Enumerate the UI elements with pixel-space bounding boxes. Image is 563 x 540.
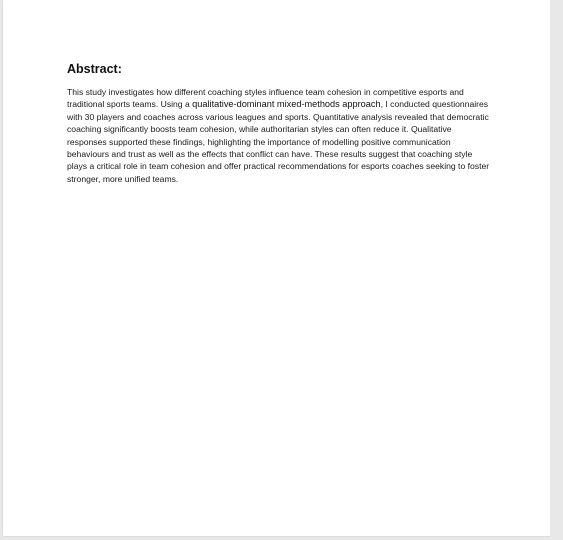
abstract-paragraph [67, 86, 491, 185]
abstract-text-part1: This study investigates how different coaching styles influence team cohesion in competitive esports and traditional sports teams. Using a [67, 87, 464, 110]
abstract-text-part2: , I conducted questionnaires with 30 players and coaches across various leagues and sports. Quantitative analysis revealed that democratic coaching significantly boosts team cohesion, while authoritarian styles can often reduce it. Qualitative responses supported these findings, highlighting the importance of modelling positive communication behaviours and trust as well as the effects that conflict can have. These results suggest that coaching style plays a critical role in team cohesion and offer practical recommendations for esports coaches seeking to foster stronger, more unified teams. [67, 99, 490, 184]
scrollbar-area[interactable] [550, 0, 563, 540]
abstract-heading: Abstract: [67, 62, 122, 76]
abstract-method-emphasis: qualitative-dominant mixed-methods approach [192, 99, 381, 110]
document-page [3, 0, 550, 536]
